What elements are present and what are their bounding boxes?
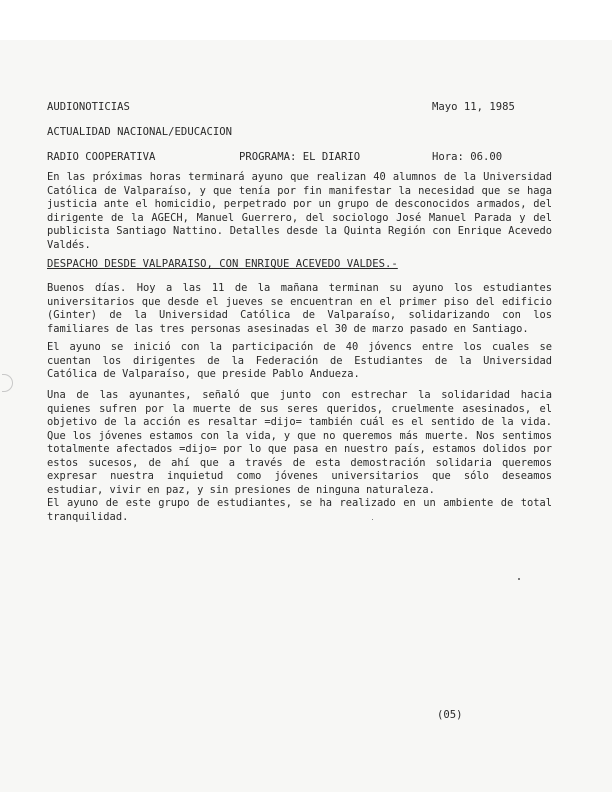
scan-speck — [372, 519, 373, 520]
body-paragraph-1: Buenos días. Hoy a las 11 de la mañana terminan su ayuno los estudiantes universitarios que desde el jueves se encuentran en el primer piso del edificio (Ginter) de la Universidad Católica de Valparaíso, solidarizando con los familiares de las tres personas asesinadas el 30 de marzo pasado en Santiago. — [47, 282, 552, 335]
body-paragraph-2: El ayuno se inició con la participación de 40 jóvencs entre los cuales se cuentan los dirigentes de la Federación de Estudiantes de la Universidad Católica de Valparaíso, que preside Pablo Andueza. — [47, 341, 552, 380]
intro-paragraph: En las próximas horas terminará ayuno que realizan 40 alumnos de la Universidad Católica de Valparaíso, y que tenía por fin manifestar la necesidad que se haga justicia ante el homicidio, perpetrado por un grupo de desconocidos armados, del dirigente de la AGECH, Manuel Guerrero, del sociologo José Manuel Parada y del publicista Santiago Nattino. Detalles desde la Quinta Región con Enrique Acevedo Valdés. — [47, 171, 552, 251]
document-date: Mayo 11, 1985 — [432, 101, 515, 113]
punch-hole — [2, 374, 13, 392]
scan-speck — [518, 578, 520, 580]
page-number: (05) — [437, 709, 463, 721]
program-label: PROGRAMA: EL DIARIO — [239, 151, 361, 163]
body-paragraph-3: Una de las ayunantes, señaló que junto con estrechar la solidaridad hacia quienes sufren por la muerte de sus seres queridos, cruelmente asesinados, el objetivo de la acción es resaltar =dijo= también cuál es el sentido de la vida. Que los jóvenes estamos con la vida, y que no queremos más muerte. Nos sentimos totalmente afectados =dijo= por lo que pasa en nuestro país, estamos dolidos por estos sucesos, de ahí que a través de esta demostración solidaria queremos expresar nuestra inquietud como jóvenes universitarios que sólo deseamos estudiar, vivir en paz, y sin presiones de ninguna naturaleza. — [47, 389, 552, 496]
station-label: RADIO COOPERATIVA — [47, 151, 156, 163]
dispatch-heading: DESPACHO DESDE VALPARAISO, CON ENRIQUE ACEVEDO VALDES.- — [47, 258, 398, 270]
category-label: ACTUALIDAD NACIONAL/EDUCACION — [47, 126, 232, 138]
body-paragraph-4: El ayuno de este grupo de estudiantes, se ha realizado en un ambiente de total tranquilidad. — [47, 497, 552, 523]
section-label: AUDIONOTICIAS — [47, 101, 130, 113]
time-label: Hora: 06.00 — [432, 151, 503, 163]
